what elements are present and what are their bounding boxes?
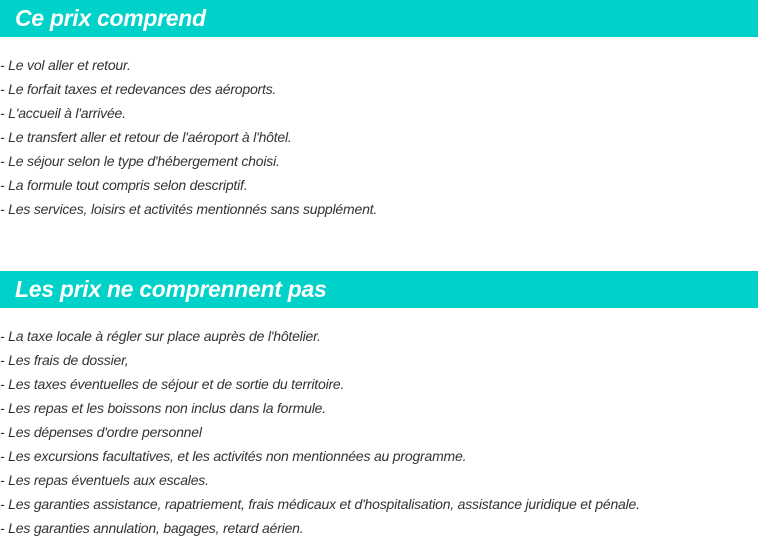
list-item: - La taxe locale à régler sur place auprès de l'hôtelier. bbox=[0, 328, 321, 344]
list-item: - La formule tout compris selon descriptif. bbox=[0, 177, 248, 193]
list-item: - L'accueil à l'arrivée. bbox=[0, 105, 126, 121]
list-item: - Les dépenses d'ordre personnel bbox=[0, 424, 202, 440]
included-items-list bbox=[0, 53, 377, 221]
list-item: - Les garanties assistance, rapatriement, frais médicaux et d'hospitalisation, assistance juridique et pénale. bbox=[0, 496, 640, 512]
list-item: - Les repas et les boissons non inclus dans la formule. bbox=[0, 400, 326, 416]
list-item: - Les services, loisirs et activités mentionnés sans supplément. bbox=[0, 201, 378, 217]
list-item: - Les frais de dossier, bbox=[0, 352, 129, 368]
section-title: Les prix ne comprennent pas bbox=[15, 276, 327, 302]
list-item: - Le séjour selon le type d'hébergement choisi. bbox=[0, 153, 280, 169]
list-item: - Les taxes éventuelles de séjour et de sortie du territoire. bbox=[0, 376, 345, 392]
list-item: - Les repas éventuels aux escales. bbox=[0, 472, 209, 488]
list-item: - Les garanties annulation, bagages, retard aérien. bbox=[0, 520, 304, 536]
list-item: - Le vol aller et retour. bbox=[0, 57, 131, 73]
section-header-included bbox=[0, 0, 758, 37]
list-item: - Le forfait taxes et redevances des aéroports. bbox=[0, 81, 277, 97]
list-item: - Les excursions facultatives, et les activités non mentionnées au programme. bbox=[0, 448, 467, 464]
section-title: Ce prix comprend bbox=[15, 5, 206, 31]
section-header-not-included bbox=[0, 271, 758, 308]
not-included-items-list bbox=[0, 324, 640, 540]
list-item: - Le transfert aller et retour de l'aéroport à l'hôtel. bbox=[0, 129, 292, 145]
